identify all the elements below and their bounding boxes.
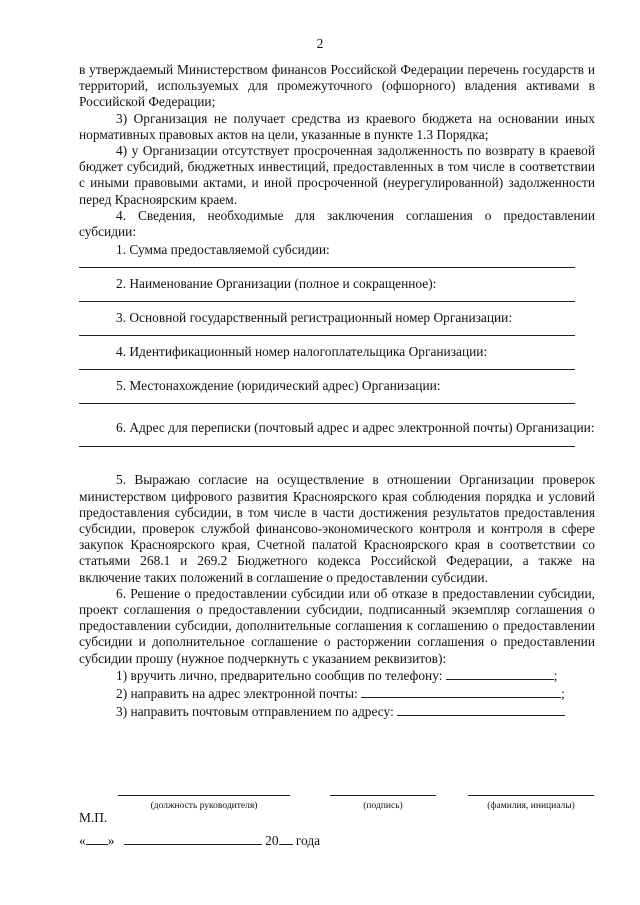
- field-postal-address[interactable]: [79, 436, 595, 464]
- date-open-quote: «: [79, 833, 86, 848]
- year-fill-line[interactable]: [279, 832, 293, 845]
- item-3-paragraph: 3) Организация не получает средства из краевого бюджета на основании иных нормативных правовых актов на цели, указанные в пункте 1.3 Порядка;: [79, 110, 595, 142]
- field-label: 3. Основной государственный регистрационный номер Организации:: [116, 310, 513, 326]
- delivery-option-post[interactable]: [116, 703, 595, 721]
- email-fill-line[interactable]: [361, 685, 561, 698]
- month-fill-line[interactable]: [124, 832, 262, 845]
- option-label: 3) направить почтовым отправлением по адресу:: [116, 703, 394, 719]
- field-label: 5. Местонахождение (юридический адрес) Организации:: [116, 378, 441, 394]
- field-label: 2. Наименование Организации (полное и сокращенное):: [116, 276, 437, 292]
- field-label: 4. Идентификационный номер налогоплательщика Организации:: [116, 344, 488, 360]
- signature-caption: (фамилия, инициалы): [487, 801, 575, 811]
- section-4-heading: 4. Сведения, необходимые для заключения соглашения о предоставлении субсидии:: [79, 207, 595, 240]
- signature-caption: (должность руководителя): [150, 801, 258, 811]
- delivery-option-email[interactable]: [116, 685, 595, 703]
- fill-line: [79, 267, 575, 268]
- signature-line: [330, 795, 436, 796]
- page-number: 2: [316, 36, 324, 51]
- field-inn[interactable]: [79, 342, 595, 376]
- option-semicolon: ;: [561, 685, 565, 701]
- fill-line: [79, 369, 575, 370]
- year-suffix: года: [295, 833, 321, 848]
- date-line[interactable]: [79, 832, 320, 849]
- item-4-paragraph: 4) у Организации отсутствует просроченная задолженность по возврату в краевой бюджет субсидий, бюджетных инвестиций, предоставленных в том числе в соответствии с иными правовыми актами, и иной просроченной (неурегулированной) задолженности перед Красноярским краем.: [79, 143, 595, 207]
- year-prefix: 20: [265, 833, 279, 848]
- option-label: 1) вручить лично, предварительно сообщив по телефону:: [116, 667, 443, 683]
- option-semicolon: ;: [553, 667, 558, 683]
- field-ogrn[interactable]: [79, 308, 595, 342]
- field-legal-address[interactable]: [79, 376, 595, 410]
- postal-fill-line[interactable]: [397, 703, 565, 716]
- signature-block-name: [468, 795, 594, 814]
- field-label: 1. Сумма предоставляемой субсидии:: [116, 242, 330, 258]
- signature-line: [468, 795, 594, 796]
- signature-block-position: [118, 795, 290, 814]
- day-fill-line[interactable]: [86, 832, 108, 845]
- fill-line: [79, 446, 575, 447]
- signature-caption: (подпись): [363, 801, 403, 811]
- section-6-paragraph: 6. Решение о предоставлении субсидии или об отказе в предоставлении субсидии, проект соглашения о предоставлении субсидии, подписанный экземпляр соглашения о предоставлении субсидии, дополнительные соглашения к соглашению о предоставлении субсидии и дополнительное соглашение о расторжении соглашения о предоставлении субсидии прошу (нужное подчеркнуть с указанием реквизитов):: [79, 585, 595, 666]
- stamp-place: М.П.: [79, 810, 108, 825]
- phone-fill-line[interactable]: [446, 667, 554, 680]
- intro-paragraph: в утверждаемый Министерством финансов Российской Федерации перечень государств и территорий, используемых для промежуточного (офшорного) владения активами в Российской Федерации;: [79, 62, 595, 110]
- signature-line: [118, 795, 290, 796]
- field-postal-address-label: 6. Адрес для переписки (почтовый адрес и адрес электронной почты) Организации:: [116, 420, 595, 436]
- delivery-option-in-person[interactable]: [116, 667, 595, 685]
- fill-line: [79, 403, 575, 404]
- date-close-quote: »: [107, 833, 115, 848]
- field-organization-name[interactable]: [79, 274, 595, 308]
- fill-line: [79, 301, 575, 302]
- signature-block-signature: [330, 795, 436, 814]
- section-5-paragraph: 5. Выражаю согласие на осуществление в отношении Организации проверок министерством цифрового развития Красноярского края соблюдения порядка и условий предоставления субсидии, в том числе в части достижения результатов предоставления субсидии, проверок службой финансово-экономического контроля и контроля в сфере закупок Красноярского края, Счетной палатой Красноярского края в соответствии со статьями 268.1 и 269.2 Бюджетного кодекса Российской Федерации, а также на включение таких положений в соглашение о предоставлении субсидии.: [79, 472, 595, 585]
- fill-line: [79, 335, 575, 336]
- option-label: 2) направить на адрес электронной почты:: [116, 685, 358, 701]
- document-body: [79, 62, 595, 721]
- field-subsidy-amount[interactable]: [79, 240, 595, 274]
